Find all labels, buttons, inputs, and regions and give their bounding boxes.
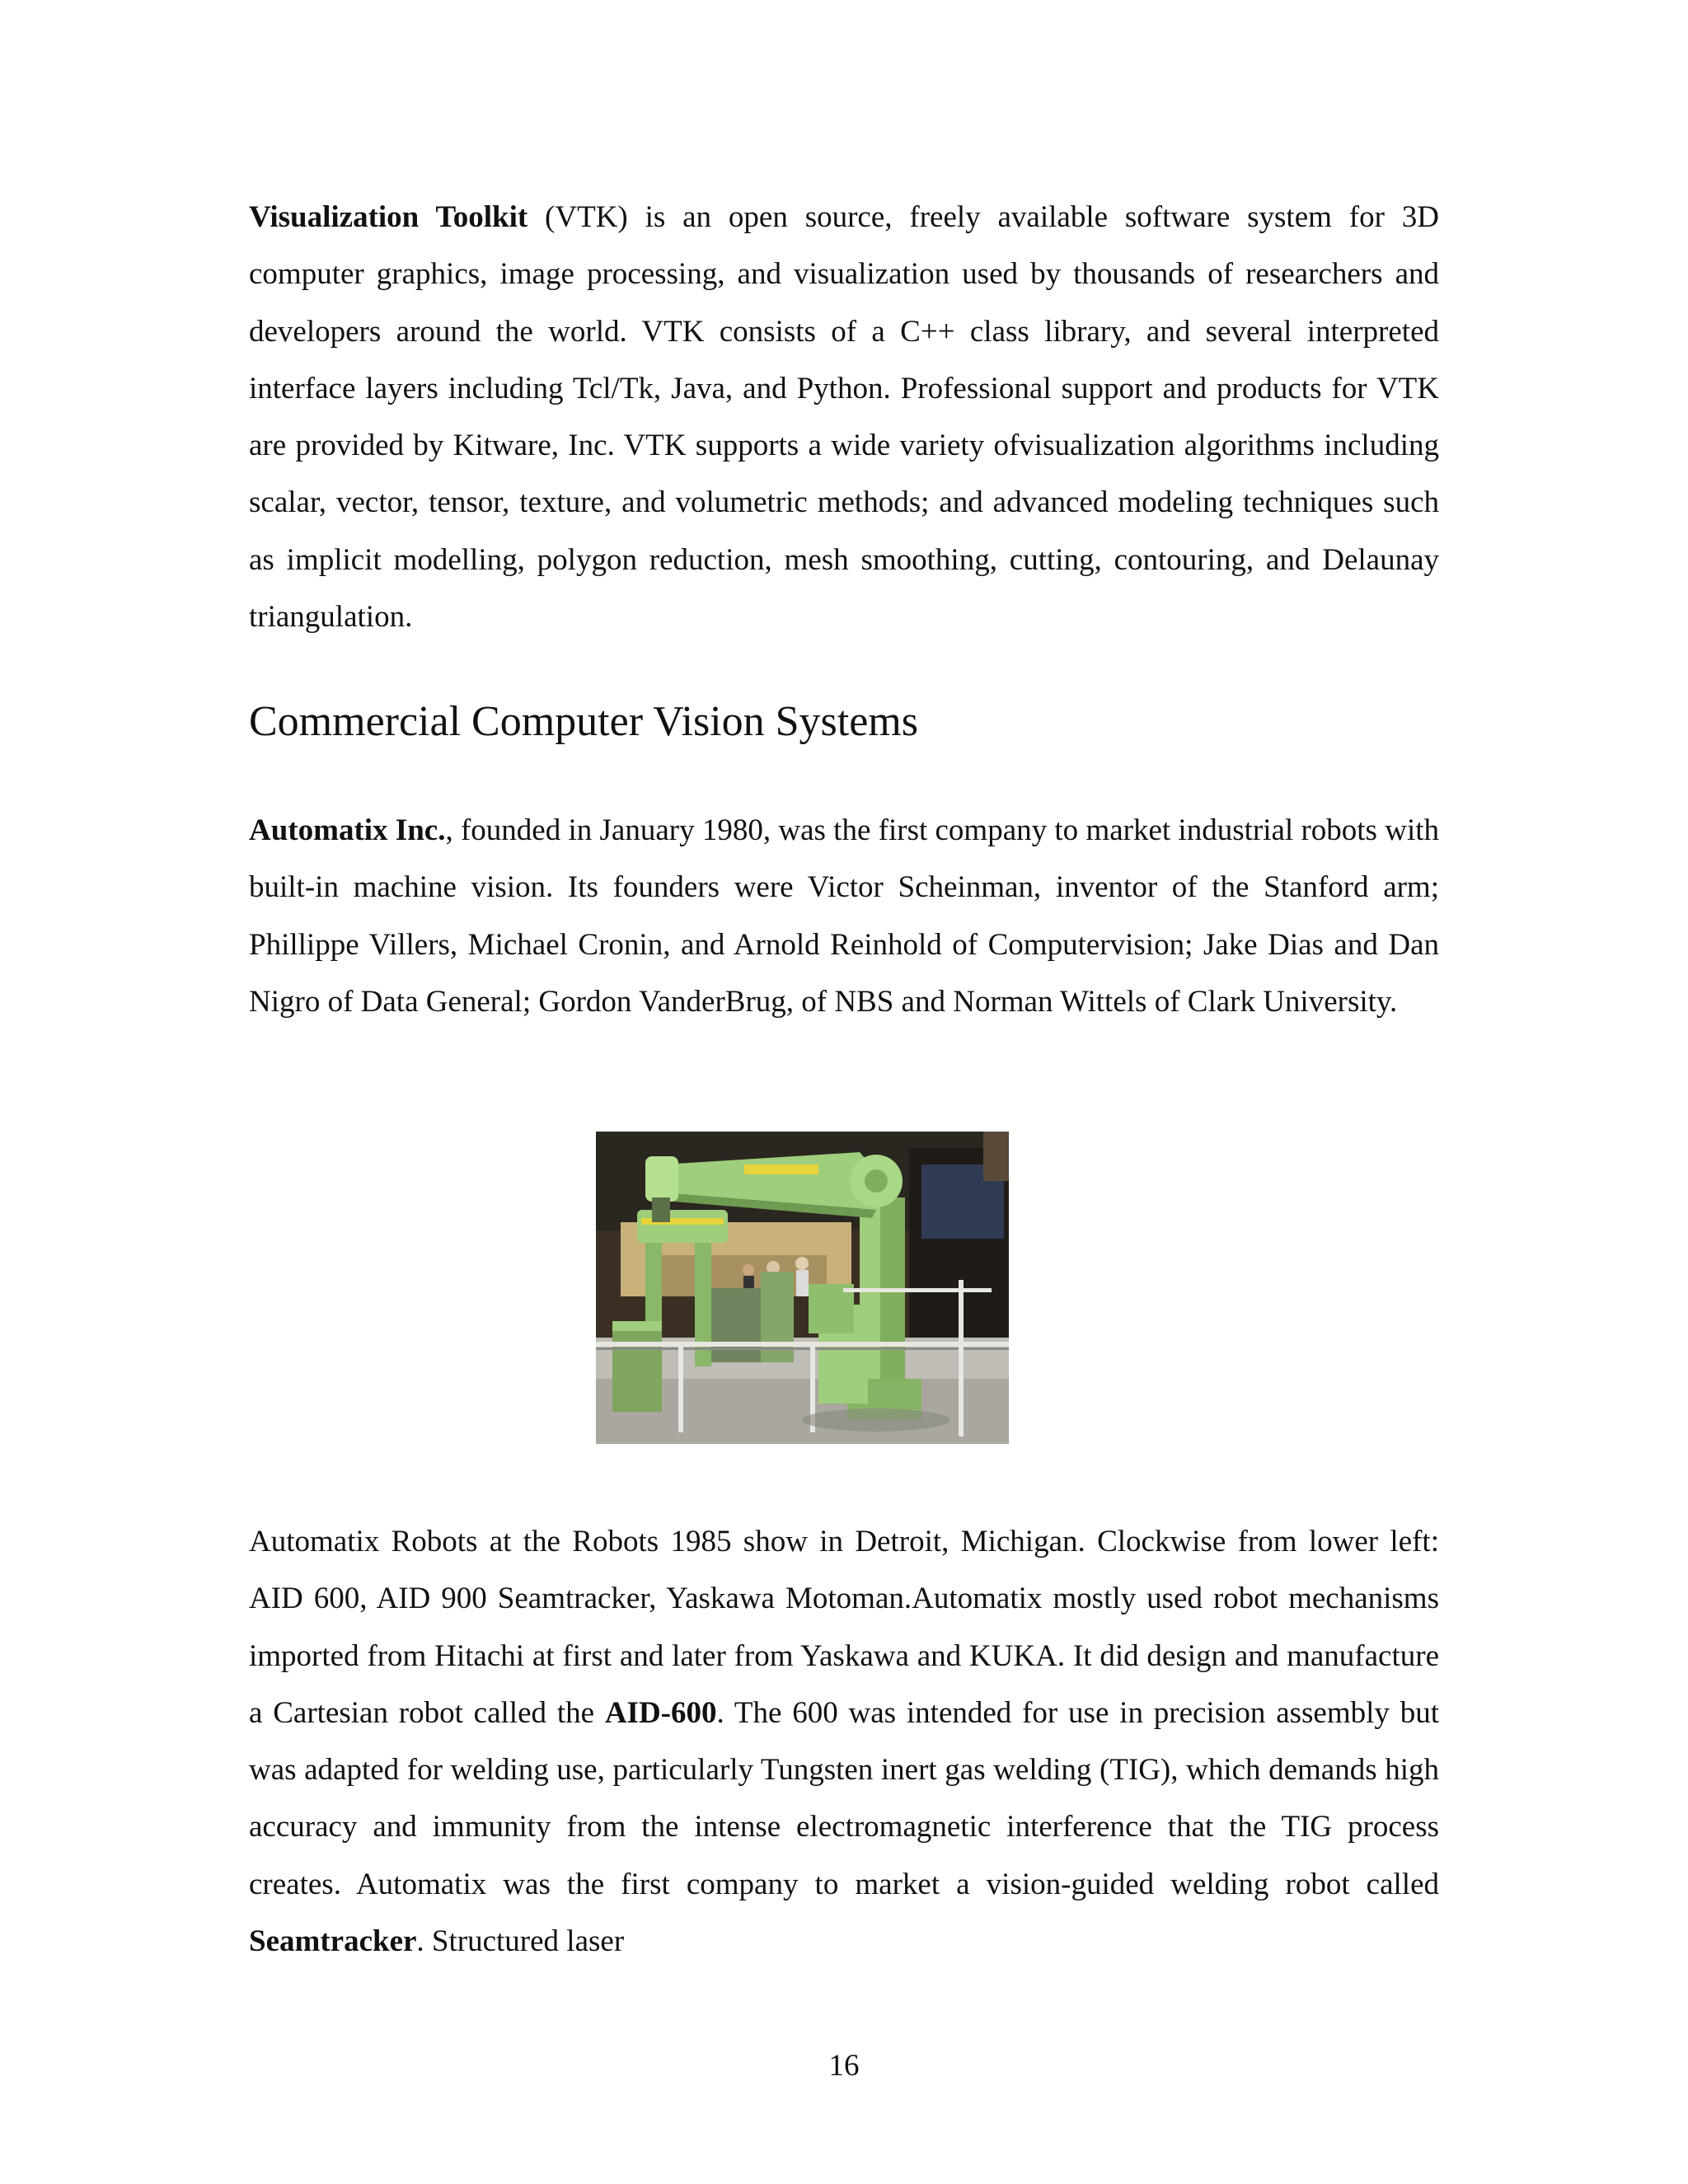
- page-number: 16: [828, 2049, 860, 2083]
- section-heading: Commercial Computer Vision Systems: [249, 698, 918, 745]
- term-seamtracker: Seamtracker: [249, 1924, 417, 1959]
- paragraph-vtk-text: (VTK) is an open source, freely available software system for 3D computer graphics, image processing, and visualization used by thousands of researchers and developers around the world. VTK consists of a C++ class library, and several interpreted interface layers including Tcl/Tk, Java, and Python. Professional support and products for VTK are provided by Kitware, Inc. VTK supports a wide variety ofvisualization algorithms including scalar, vector, tensor, texture, and volumetric methods; and advanced modeling techniques such as implicit modelling, polygon reduction, mesh smoothing, cutting, contouring, and Delaunay triangulation.: [249, 200, 1439, 635]
- term-automatix-inc: Automatix Inc.: [249, 813, 446, 847]
- paragraph-robots-text-a: Automatix Robots at the Robots 1985 show in Detroit, Michigan. Clockwise from lower left: AID 600, AID 900 Seamtracker, Yaskawa Motoman.Automatix mostly used robot mechanisms imported from Hitachi at first and later from Yaskawa and KUKA. It did design and manufacture a Cartesian robot called the: [249, 1525, 1439, 1730]
- term-aid-600: AID-600: [604, 1695, 717, 1730]
- paragraph-automatix-robots: [249, 1513, 1439, 1970]
- term-visualization-toolkit: Visualization Toolkit: [249, 200, 528, 234]
- robot-photo: [596, 1132, 1009, 1444]
- paragraph-automatix-text: , founded in January 1980, was the first company to market industrial robots with built-in machine vision. Its founders were Victor Scheinman, inventor of the Stanford arm; Phillippe Villers, Michael Cronin, and Arnold Reinhold of Computervision; Jake Dias and Dan Nigro of Data General; Gordon VanderBrug, of NBS and Norman Wittels of Clark University.: [249, 813, 1439, 1019]
- paragraph-vtk: [249, 189, 1439, 645]
- paragraph-automatix: [249, 802, 1439, 1030]
- paragraph-robots-text-b: . The 600 was intended for use in precision assembly but was adapted for welding use, particularly Tungsten inert gas welding (TIG), which demands high accuracy and immunity from the intense electromagnetic interference that the TIG process creates. Automatix was the first company to market a vision-guided welding robot called: [249, 1695, 1439, 1901]
- paragraph-robots-text-c: . Structured laser: [416, 1924, 625, 1959]
